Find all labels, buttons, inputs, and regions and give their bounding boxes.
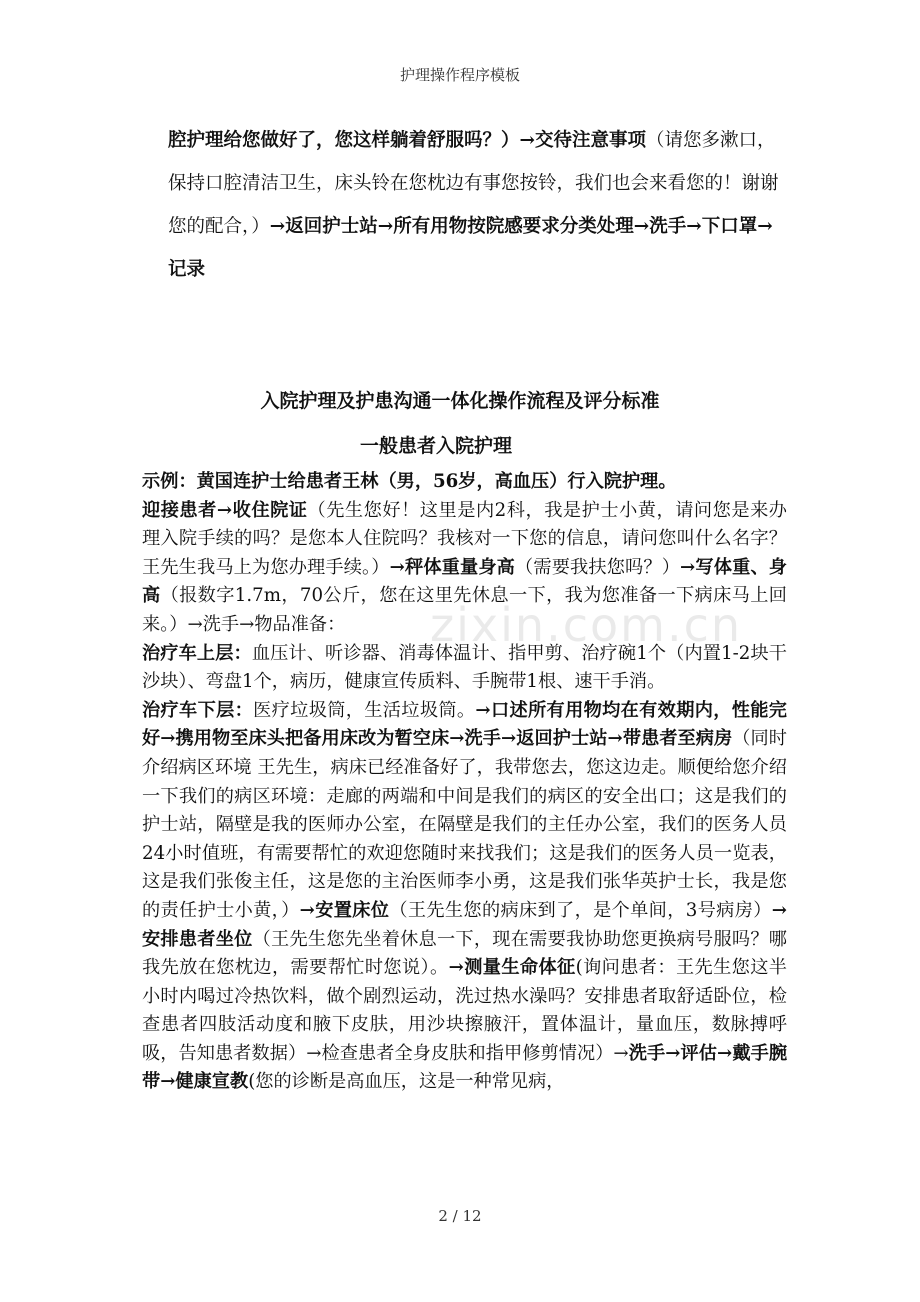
bold-step-text: 治疗车上层： (142, 642, 252, 664)
bold-step-text: →测量生命体征 (448, 957, 576, 979)
dialogue-text: （请您多漱口，保持口腔清洁卫生，床头铃在您枕边有事您按铃，我们也会来看您的！谢谢您的配合，） (168, 130, 779, 237)
bold-step-text: →安排患者坐位 (142, 899, 787, 950)
dialogue-text: (您的诊断是高血压，这是一种常见病， (248, 1071, 565, 1093)
dialogue-text: (询问患者：王先生您这半小时内喝过冷热饮料，做个剧烈运动，洗过热水澡吗？安排患者取舒适卧位，检查患者四肢活动度和腋下皮肤，用沙块擦腋汗，置体温计，量血压，数脉搏呼吸，告知患者数据）→检查患者全身皮肤和指甲修剪情况）→ (142, 957, 787, 1064)
body-paragraph (142, 640, 787, 697)
document-title: 入院护理及护患沟通一体化操作流程及评分标准 (260, 390, 660, 412)
bold-step-text: →返回护士站→所有用物按院感要求分类处理→洗手→下口罩→记录 (168, 216, 773, 280)
bold-step-text: →写体重、身高 (142, 556, 787, 607)
body-paragraph (142, 497, 787, 640)
bold-step-text: 示例：黄国连护士给患者王林（男，56岁，高血压）行入院护理。 (142, 471, 677, 492)
bold-step-text: 迎接患者→收住院证 (142, 499, 308, 521)
dialogue-text: （同时介绍病区环境 王先生，病床已经准备好了，我带您去，您这边走。顺便给您介绍一下我们的病区环境：走廊的两端和中间是我们的病区的安全出口；这是我们的护士站，隔壁是我的医师办公室，在隔壁是我们的主任办公室，我们的医务人员24小时值班，有需要帮忙的欢迎您随时来找我们；这是我们的医务人员一览表，这是我们张俊主任，这是您的主治医师李小勇，这是我们张华英护士长，我是您的责任护士小黄，） (142, 728, 787, 921)
section-subtitle: 一般患者入院护理 (360, 435, 513, 457)
dialogue-text: （王先生您先坐着休息一下，现在需要我协助您更换病号服吗？哪我先放在您枕边，需要帮忙时您说）。 (142, 928, 787, 979)
continued-paragraph (168, 119, 788, 291)
bold-step-text: 腔护理给您做好了，您这样躺着舒服吗？）→交待注意事项 (168, 130, 647, 151)
dialogue-text: （王先生您的病床到了，是个单间，3号病房） (389, 899, 772, 921)
dialogue-text: （需要我扶您吗？） (515, 556, 681, 578)
dialogue-text: （先生您好！这里是内2科，我是护士小黄，请问您是来办理入院手续的吗？是您本人住院吗？我核对一下您的信息，请问您叫什么名字？王先生我马上为您办理手续。） (142, 499, 787, 578)
bold-step-text: →秤体重量身高 (389, 556, 516, 578)
watermark: zixin.com.cn (430, 598, 743, 652)
bold-step-text: 洗手→评估→戴手腕带→健康宣教 (142, 1042, 788, 1093)
bold-step-text: →口述所有用物均在有效期内，性能完好→携用物至床头把备用床改为暂空床→洗手→返回护士站→带患者至病房 (142, 699, 787, 750)
bold-step-text: 治疗车下层： (142, 699, 254, 721)
dialogue-text: 血压计、听诊器、消毒体温计、指甲剪、治疗碗1个（内置1-2块干沙块）、弯盘1个，病历，健康宣传质料、手腕带1根、速干手消。 (142, 642, 787, 693)
body-paragraph (142, 697, 787, 1097)
body-paragraph (142, 468, 787, 497)
dialogue-text: 医疗垃圾筒，生活垃圾筒。 (253, 699, 476, 721)
dialogue-text: （报数字1.7m，70公斤，您在这里先休息一下，我为您准备一下病床马上回来。）→洗手→物品准备： (142, 585, 787, 635)
page-number: 2 / 12 (438, 1207, 482, 1225)
page-header: 护理操作程序模板 (399, 66, 520, 84)
procedure-body (142, 468, 787, 1097)
bold-step-text: →安置床位 (299, 899, 390, 921)
